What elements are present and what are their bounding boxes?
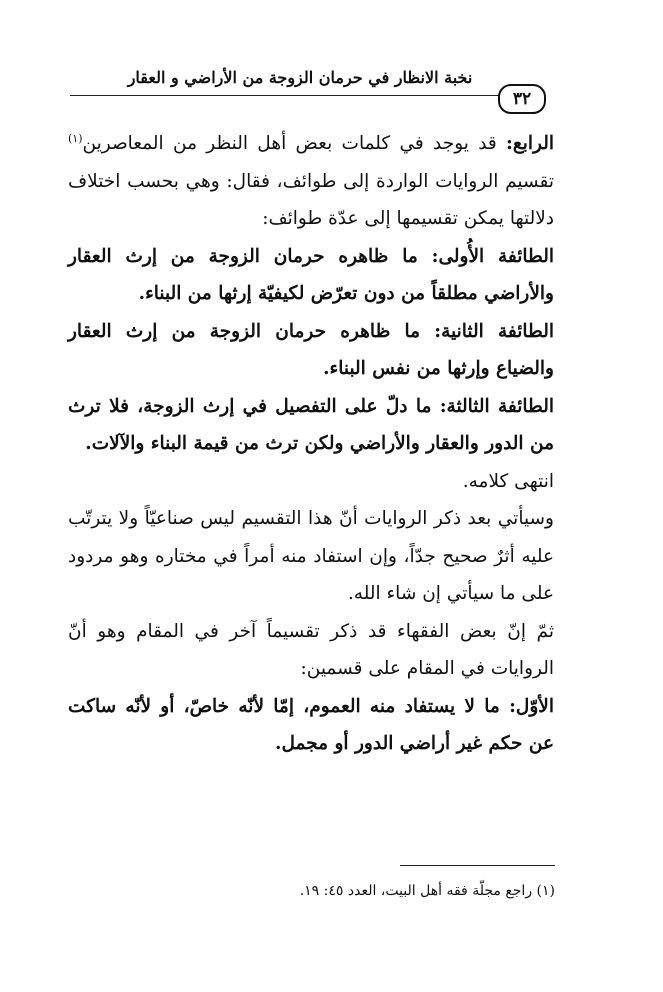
paragraph-text: قد يوجد في كلمات بعض أهل النظر من المعاصرين xyxy=(82,133,507,154)
paragraph-lead: الرابع: xyxy=(506,133,554,154)
main-text xyxy=(68,125,554,763)
paragraph-text: ما لا يستفاد منه العموم، إمّا لأنّه خاصّ، أو لأنّه ساكت عن حكم غير أراضي الدور أو مجمل. xyxy=(68,695,554,754)
paragraph-text: ما ظاهره حرمان الزوجة من إرث العقار والأراضي مطلقاً من دون تعرّض لكيفيّة إرثها من البناء. xyxy=(68,245,554,304)
paragraph-group-1 xyxy=(68,238,554,313)
paragraph-first-type xyxy=(68,688,554,763)
paragraph-remark: وسيأتي بعد ذكر الروايات أنّ هذا التقسيم ليس صناعيّاً ولا يترتّب عليه أثرٌ صحيح جدّاً، وإن استفاد منه أمراً في مختاره وهو مردود على ما سيأتي إن شاء الله. xyxy=(68,508,554,604)
paragraph-group-3 xyxy=(68,388,554,463)
paragraph-lead: الأوّل: xyxy=(509,695,554,717)
paragraph-text-cont: تقسيم الروايات الواردة إلى طوائف، فقال: وهي بحسب اختلاف دلالتها يمكن تقسيمها إلى عدّة طوائف: xyxy=(68,170,554,229)
paragraph-text: ما ظاهره حرمان الزوجة من إرث العقار والضياع وإرثها من نفس البناء. xyxy=(68,320,554,379)
paragraph-lead: الطائفة الثانية: xyxy=(434,320,554,342)
paragraph-group-2 xyxy=(68,313,554,388)
running-title: نخبة الانظار في حرمان الزوجة من الأراضي و العقار xyxy=(127,68,473,87)
paragraph-lead: الطائفة الأُولى: xyxy=(431,245,554,267)
paragraph-text: ما دلّ على التفصيل في إرث الزوجة، فلا ترث من الدور والعقار والأراضي ولكن ترث من قيمة البناء والآلات. xyxy=(68,395,554,454)
paragraph-lead: الطائفة الثالثة: xyxy=(439,395,555,417)
header-rule xyxy=(70,95,500,96)
paragraph-second-division: ثمّ إنّ بعض الفقهاء قد ذكر تقسيماً آخر في المقام وهو أنّ الروايات في المقام على قسمين: xyxy=(68,620,554,679)
paragraph-fourth xyxy=(68,125,554,238)
paragraph-end-quote: انتهى كلامه. xyxy=(462,470,554,492)
page-number: ٣٢ xyxy=(498,84,546,114)
footnote-rule xyxy=(400,865,555,866)
footnote-ref: (١) xyxy=(68,131,83,145)
footnote: (١) راجع مجلّة فقه أهل البيت، العدد ٤٥: ١٩. xyxy=(299,883,555,899)
